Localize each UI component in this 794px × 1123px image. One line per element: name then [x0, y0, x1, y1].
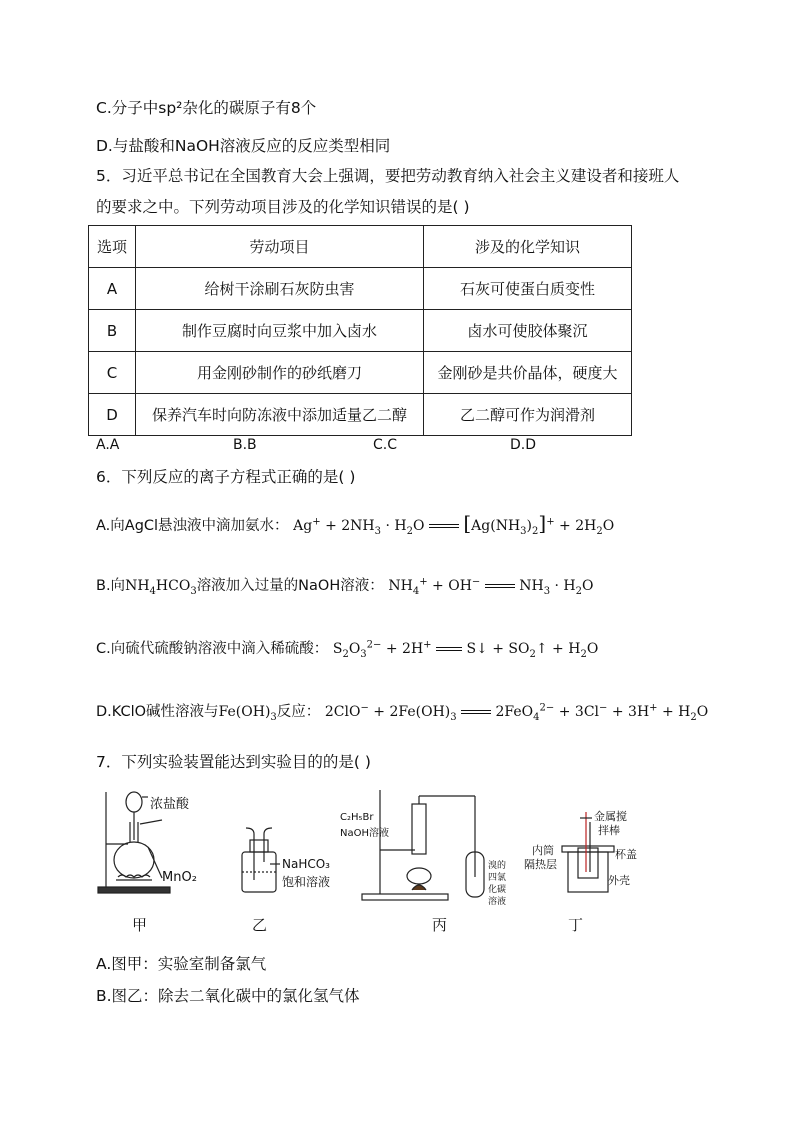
table-cell: B	[89, 310, 136, 352]
question-5-stem-line1: 5．习近平总书记在全国教育大会上强调，要把劳动教育纳入社会主义建设者和接班人	[96, 167, 680, 185]
label-bromine-3: 化碳	[488, 885, 507, 895]
question-5-table	[88, 225, 632, 436]
table-cell: 给树干涂刷石灰防虫害	[136, 268, 424, 310]
choice-a: A.A	[96, 437, 120, 453]
equation-a: $Ag^+ + 2NH_3 \cdot H_2O$ $[Ag(NH_3)_2]^+ + 2H_2O$	[293, 511, 615, 537]
table-cell: 乙二醇可作为润滑剂	[424, 394, 632, 436]
table-header-row	[89, 226, 632, 268]
q6-option-a: A.向AgCl悬浊液中滴加氨水： $Ag^+ + 2NH_3 \cdot H_2O$ $[Ag(NH_3)_2]^+ + 2H_2O$	[96, 511, 615, 537]
table-cell: 用金刚砂制作的砂纸磨刀	[136, 352, 424, 394]
label-conc-hcl: 浓盐酸	[150, 797, 190, 812]
figure-label-yi: 乙	[252, 916, 268, 934]
table-cell: 石灰可使蛋白质变性	[424, 268, 632, 310]
table-cell: 制作豆腐时向豆浆中加入卤水	[136, 310, 424, 352]
label-bromine-1: 溴的	[488, 861, 507, 871]
q7-option-a: A.图甲：实验室制备氯气	[96, 955, 267, 973]
table-cell: 金刚砂是共价晶体，硬度大	[424, 352, 632, 394]
label-c2h5br: C₂H₅Br	[340, 812, 374, 823]
label-insulation-layer: 隔热层	[524, 858, 557, 871]
table-header: 劳动项目	[136, 226, 424, 268]
choice-d: D.D	[510, 437, 537, 453]
option-c: C.分子中sp²杂化的碳原子有8个	[96, 99, 317, 117]
table-cell: D	[89, 394, 136, 436]
table-row	[89, 310, 632, 352]
option-d: D.与盐酸和NaOH溶液反应的反应类型相同	[96, 137, 391, 155]
label-lid: 杯盖	[615, 848, 637, 861]
table-header: 选项	[89, 226, 136, 268]
figure-label-bing: 丙	[432, 916, 448, 934]
table-cell: C	[89, 352, 136, 394]
q6-option-d: D.KClO碱性溶液与$Fe(OH)_3$反应： $2ClO^- + 2Fe(OH)_3$ $2FeO_4^{2-} + 3Cl^- + 3H^+ + H_2O$	[96, 702, 709, 723]
equation-d: $2ClO^- + 2Fe(OH)_3$ $2FeO_4^{2-} + 3Cl^- + 3H^+ + H_2O$	[324, 702, 709, 723]
label-stirrer-2: 拌棒	[598, 824, 620, 837]
q7-option-b: B.图乙：除去二氧化碳中的氯化氢气体	[96, 987, 360, 1005]
table-row	[89, 394, 632, 436]
label-bromine-2: 四氯	[488, 873, 507, 883]
question-5-stem-line2: 的要求之中。下列劳动项目涉及的化学知识错误的是( )	[96, 198, 470, 216]
table-header: 涉及的化学知识	[424, 226, 632, 268]
q6-option-c: C.向硫代硫酸钠溶液中滴入稀硫酸： $S_2O_3^{2-} + 2H^+$ S↓ + $SO_2↑ + H_2O$	[96, 639, 599, 660]
label-stirrer-1: 金属搅	[594, 810, 627, 823]
figure-label-jia: 甲	[132, 916, 148, 934]
table-row	[89, 352, 632, 394]
table-row	[89, 268, 632, 310]
label-inner-cylinder: 内筒	[532, 844, 554, 857]
label-saturated: 饱和溶液	[282, 875, 331, 889]
choice-b: B.B	[233, 437, 257, 453]
table-cell: 卤水可使胶体聚沉	[424, 310, 632, 352]
question-6-stem: 6．下列反应的离子方程式正确的是( )	[96, 468, 356, 486]
label-bromine-4: 溶液	[488, 897, 507, 907]
label-mno2: MnO₂	[162, 870, 197, 885]
question-7-stem: 7．下列实验装置能达到实验目的的是( )	[96, 753, 371, 771]
table-cell: 保养汽车时向防冻液中添加适量乙二醇	[136, 394, 424, 436]
label-naoh-solution: NaOH溶液	[340, 828, 389, 839]
label-nahco3: NaHCO₃	[282, 857, 330, 871]
equation-c: $S_2O_3^{2-} + 2H^+$ S↓ + $SO_2↑ + H_2O$	[332, 639, 599, 660]
table-cell: A	[89, 268, 136, 310]
choice-c: C.C	[373, 437, 398, 453]
q6-option-b: B.向$NH_4HCO_3$溶液加入过量的NaOH溶液： $NH_4^+ + OH^-$ $NH_3 \cdot H_2O$	[96, 576, 594, 597]
figure-label-ding: 丁	[568, 916, 584, 934]
equation-b: $NH_4^+ + OH^-$ $NH_3 \cdot H_2O$	[388, 576, 594, 597]
label-shell: 外壳	[608, 874, 630, 887]
